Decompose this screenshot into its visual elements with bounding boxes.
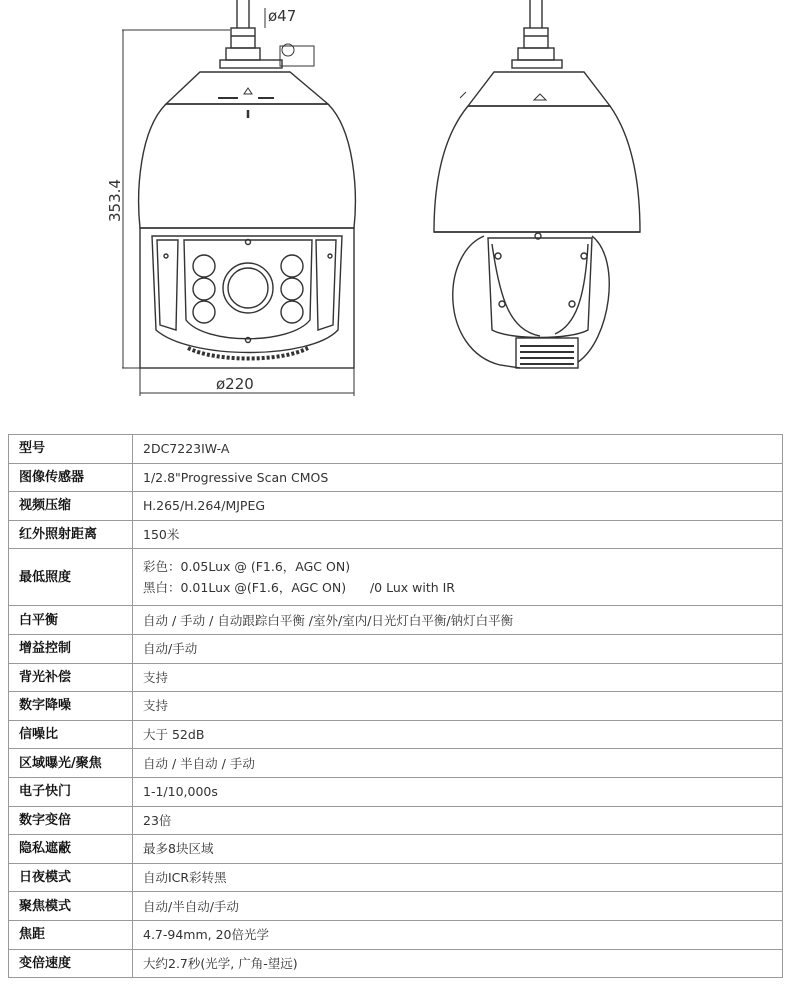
spec-value: 自动/手动 — [133, 634, 783, 663]
spec-value: 4.7-94mm, 20倍光学 — [133, 920, 783, 949]
spec-row — [9, 835, 783, 864]
spec-value: 150米 — [133, 520, 783, 549]
spec-row — [9, 863, 783, 892]
spec-row — [9, 720, 783, 749]
spec-label: 焦距 — [9, 920, 133, 949]
spec-label: 信噪比 — [9, 720, 133, 749]
spec-row — [9, 777, 783, 806]
spec-value: H.265/H.264/MJPEG — [133, 492, 783, 521]
spec-label: 聚焦模式 — [9, 892, 133, 921]
spec-label: 数字变倍 — [9, 806, 133, 835]
spec-value — [133, 549, 783, 606]
front-view-camera — [139, 0, 356, 368]
dim-top-label: ø47 — [268, 7, 297, 25]
spec-row — [9, 749, 783, 778]
spec-row — [9, 920, 783, 949]
spec-row — [9, 634, 783, 663]
spec-row — [9, 520, 783, 549]
spec-row — [9, 892, 783, 921]
spec-row — [9, 806, 783, 835]
spec-value: 自动/半自动/手动 — [133, 892, 783, 921]
spec-label: 最低照度 — [9, 549, 133, 606]
spec-value: 自动 / 手动 / 自动跟踪白平衡 /室外/室内/日光灯白平衡/钠灯白平衡 — [133, 606, 783, 635]
spec-value: 大于 52dB — [133, 720, 783, 749]
spec-value: 1-1/10,000s — [133, 777, 783, 806]
spec-row — [9, 435, 783, 464]
spec-value: 支持 — [133, 692, 783, 721]
spec-table — [8, 434, 783, 978]
spec-row — [9, 692, 783, 721]
spec-row — [9, 949, 783, 978]
spec-label: 隐私遮蔽 — [9, 835, 133, 864]
spec-label: 增益控制 — [9, 634, 133, 663]
side-view-camera — [434, 0, 640, 368]
spec-value: 大约2.7秒(光学, 广角-望远) — [133, 949, 783, 978]
spec-row — [9, 663, 783, 692]
spec-value: 自动ICR彩转黑 — [133, 863, 783, 892]
spec-label: 变倍速度 — [9, 949, 133, 978]
spec-value-line: 黑白：0.01Lux @(F1.6，AGC ON) /0 Lux with IR — [143, 580, 455, 596]
spec-row — [9, 463, 783, 492]
spec-value: 23倍 — [133, 806, 783, 835]
spec-label: 日夜模式 — [9, 863, 133, 892]
spec-value: 最多8块区域 — [133, 835, 783, 864]
spec-label: 白平衡 — [9, 606, 133, 635]
spec-label: 型号 — [9, 435, 133, 464]
spec-row — [9, 606, 783, 635]
spec-row — [9, 549, 783, 606]
dim-width-label: ø220 — [216, 375, 254, 393]
spec-label: 区域曝光/聚焦 — [9, 749, 133, 778]
spec-label: 电子快门 — [9, 777, 133, 806]
spec-value-line: 彩色：0.05Lux @ (F1.6，AGC ON) — [143, 559, 351, 575]
spec-label: 背光补偿 — [9, 663, 133, 692]
spec-label: 视频压缩 — [9, 492, 133, 521]
spec-row — [9, 492, 783, 521]
spec-value: 自动 / 半自动 / 手动 — [133, 749, 783, 778]
spec-label: 图像传感器 — [9, 463, 133, 492]
spec-value: 支持 — [133, 663, 783, 692]
dim-height-label: 353.4 — [106, 179, 124, 222]
spec-value: 2DC7223IW-A — [133, 435, 783, 464]
spec-label: 红外照射距离 — [9, 520, 133, 549]
spec-value: 1/2.8"Progressive Scan CMOS — [133, 463, 783, 492]
camera-dimension-drawing — [0, 0, 790, 410]
spec-label: 数字降噪 — [9, 692, 133, 721]
